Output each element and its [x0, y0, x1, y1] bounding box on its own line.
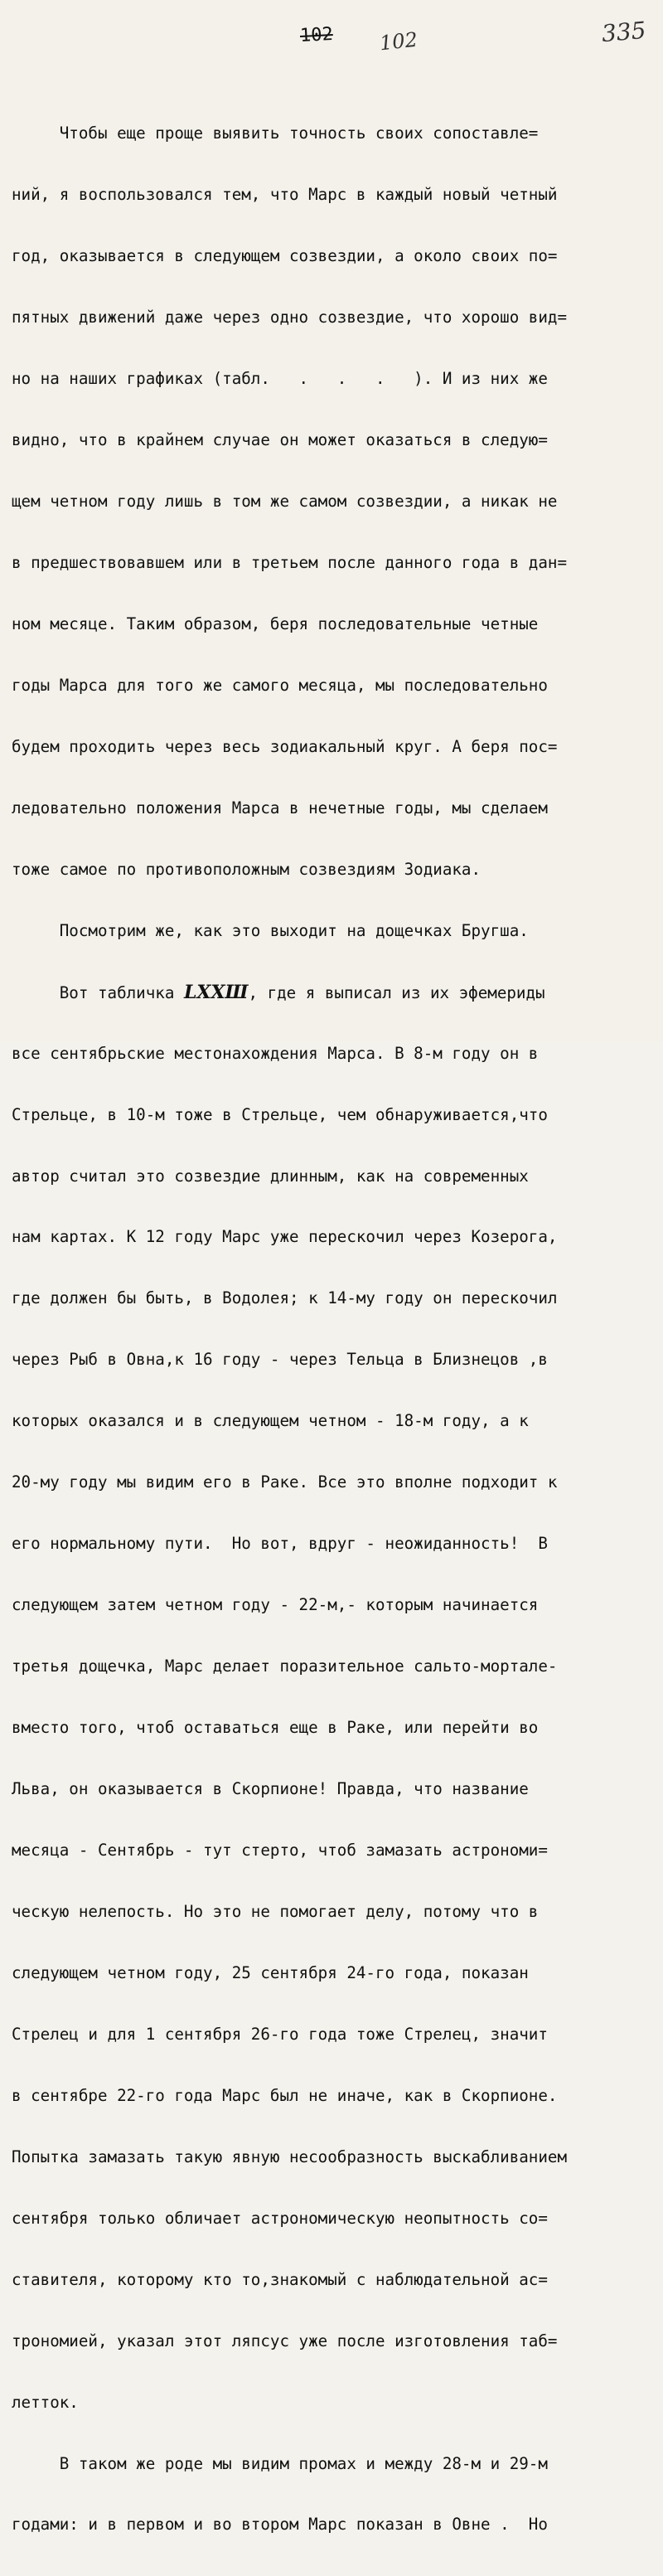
- text-line: 20-му году мы видим его в Раке. Все это вполне подходит к: [12, 1472, 558, 1492]
- text-line: сентября только обличает астрономическую неопытность со=: [12, 2208, 548, 2228]
- line-start: Вот табличка: [12, 982, 175, 1002]
- text-line: все сентябрьские местонахождения Марса. В 8-м году он в: [12, 1043, 539, 1063]
- text-line: будем проходить через весь зодиакальный круг. А беря пос=: [12, 736, 558, 756]
- text-line: В таком же роде мы видим промах и между 28-м и 29-м: [12, 2453, 548, 2473]
- typed-page-number: 102: [299, 23, 334, 47]
- text-line: Стрелец и для 1 сентября 26-го года тоже Стрелец, значит: [12, 2024, 548, 2044]
- text-line: которых оказался и в следующем четном - 18-м году, а к: [12, 1411, 529, 1431]
- text-line: год, оказывается в следующем созвездии, а около своих по=: [12, 246, 558, 266]
- text-line: месяца - Сентябрь - тут стерто, чтоб замазать астрономи=: [12, 1841, 548, 1860]
- text-line: летток.: [12, 2392, 79, 2412]
- text-line: видно, что в крайнем случае он может оказаться в следую=: [12, 430, 548, 450]
- text-line: следующем затем четном году - 22-м,- которым начинается: [12, 1595, 539, 1615]
- text-line: вместо того, чтоб оставаться еще в Раке, или перейти во: [12, 1718, 539, 1738]
- text-line: ставителя, которому кто то,знакомый с наблюдательной ас=: [12, 2269, 548, 2289]
- line-end: , где я выписал из их эфемериды: [248, 982, 545, 1002]
- text-line: его нормальному пути. Но вот, вдруг - неожиданность! В: [12, 1534, 548, 1554]
- text-line: годами: и в первом и во втором Марс показан в Овне . Но: [12, 2515, 548, 2535]
- text-line: Чтобы еще проще выявить точность своих сопоставле=: [12, 124, 539, 143]
- text-line: ледовательно положения Марса в нечетные годы, мы сделаем: [12, 798, 548, 817]
- text-line: ний, я воспользовался тем, что Марс в каждый новый четный: [12, 185, 558, 205]
- text-line: Посмотрим же, как это выходит на дощечках Бругша.: [12, 920, 529, 940]
- text-line: через Рыб в Овна,к 16 году - через Тельца в Близнецов ,в: [12, 1350, 548, 1370]
- text-line: следующем четном году, 25 сентября 24-го года, показан: [12, 1962, 529, 1982]
- text-line: где должен бы быть, в Водолея; к 14-му году он перескочил: [12, 1288, 558, 1308]
- archive-folio-number: 335: [600, 16, 647, 48]
- typewritten-body: [12, 83, 658, 2576]
- text-line: Попытка замазать такую явную несообразность выскабливанием: [12, 2147, 568, 2166]
- text-line: Стрельце, в 10-м тоже в Стрельце, чем обнаруживается,что: [12, 1104, 548, 1124]
- handwritten-table-number: LXXШ: [183, 981, 249, 1003]
- text-line-with-table-ref: [12, 982, 658, 1003]
- handwritten-page-number: 102: [378, 27, 419, 56]
- text-line: автор считал это созвездие длинным, как на современных: [12, 1166, 529, 1186]
- text-line: в сентябре 22-го года Марс был не иначе, как в Скорпионе.: [12, 2085, 558, 2105]
- text-line: тоже самое по противоположным созвездиям Зодиака.: [12, 859, 482, 879]
- text-line: третья дощечка, Марс делает поразительное сальто-мортале-: [12, 1657, 558, 1676]
- text-line: в предшествовавшем или в третьем после данного года в дан=: [12, 552, 568, 572]
- text-line: Льва, он оказывается в Скорпионе! Правда, что название: [12, 1779, 529, 1799]
- text-line: ном месяце. Таким образом, беря последовательные четные: [12, 614, 539, 633]
- text-line: трономией, указал этот ляпсус уже после изготовления таб=: [12, 2331, 558, 2350]
- text-line: пятных движений даже через одно созвездие, что хорошо вид=: [12, 308, 568, 327]
- text-line: нам картах. К 12 году Марс уже перескочил через Козерога,: [12, 1227, 558, 1247]
- text-line: ческую нелепость. Но это не помогает делу, потому что в: [12, 1901, 539, 1921]
- text-line: но на наших графиках (табл. . . . ). И из них же: [12, 369, 548, 389]
- text-line: годы Марса для того же самого месяца, мы последовательно: [12, 675, 548, 695]
- text-line: щем четном году лишь в том же самом созвездии, а никак не: [12, 492, 558, 512]
